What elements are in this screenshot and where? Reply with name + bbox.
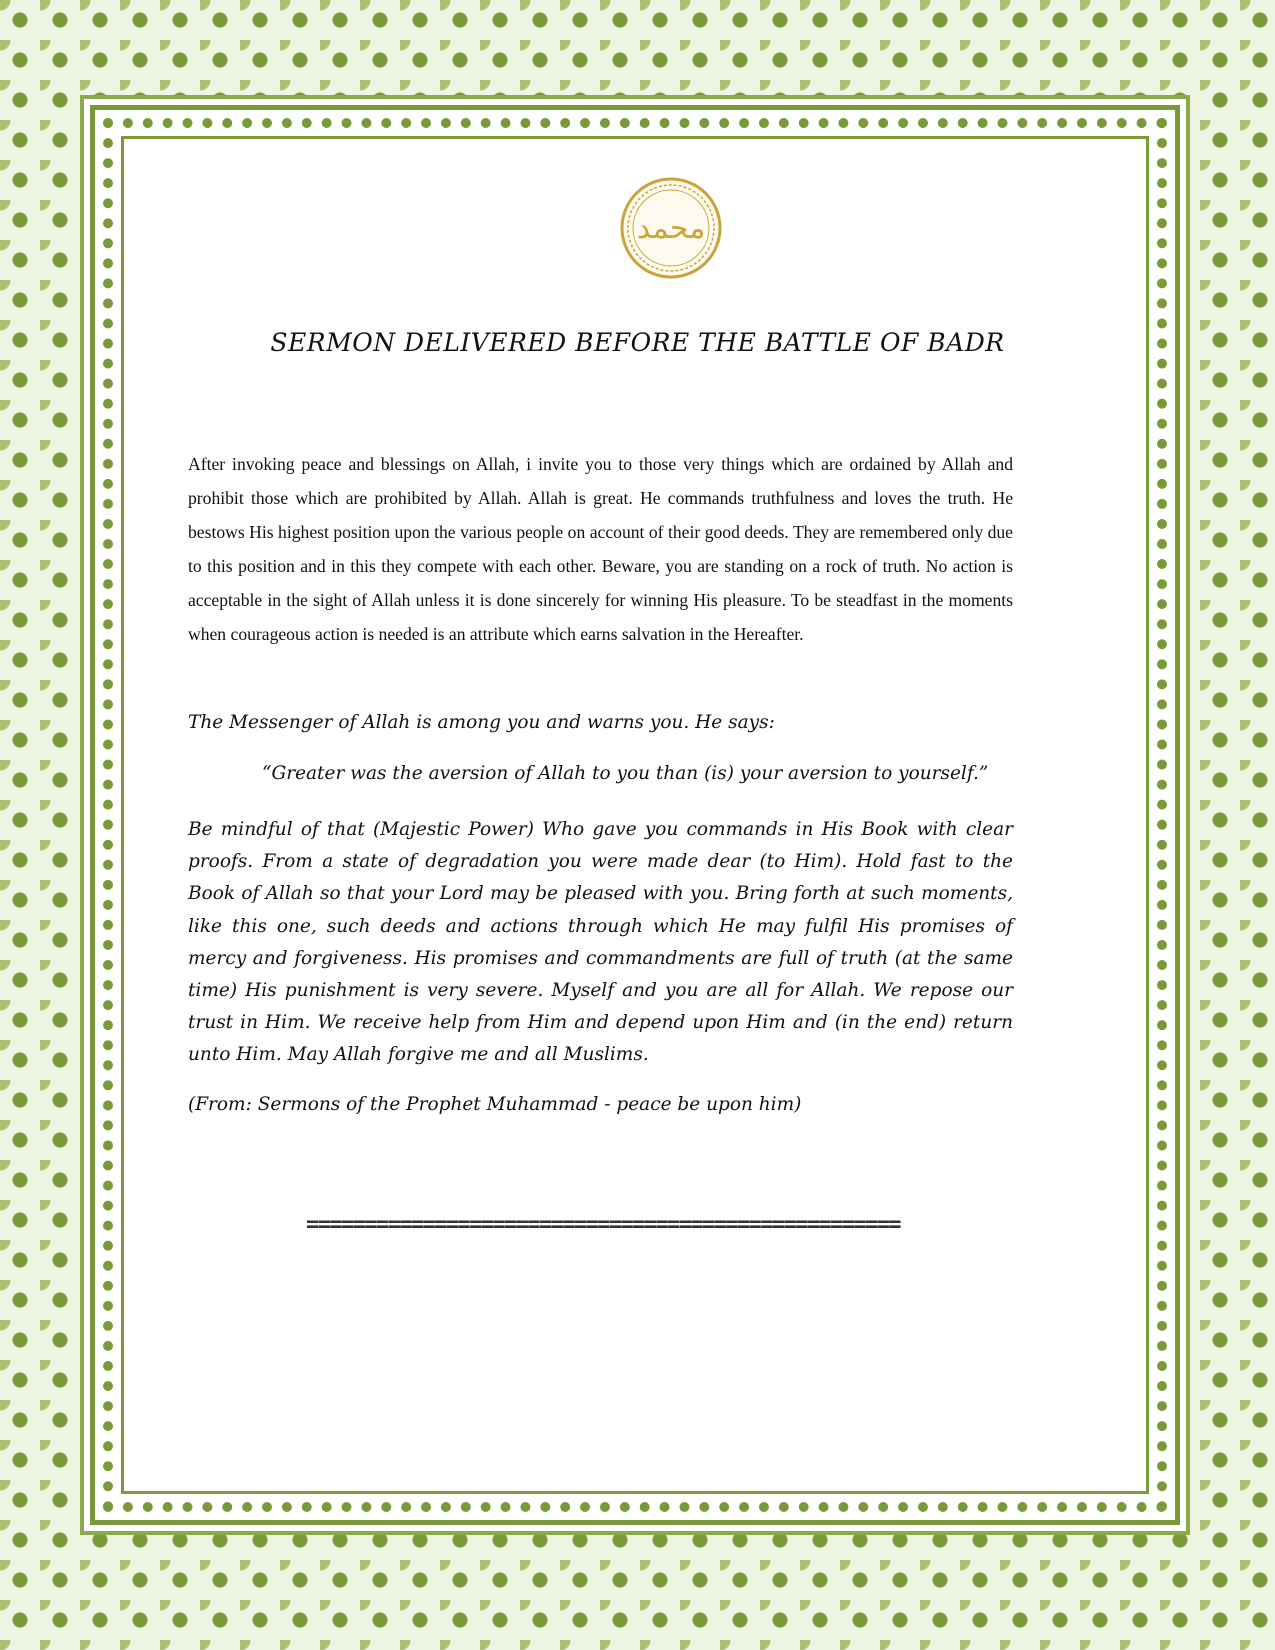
body-paragraph-1: After invoking peace and blessings on Allah, i invite you to those very things which are ordained by Allah and prohibit those which are prohibited by Allah. Allah is great. He commands truthfulness and loves the truth. He bestows His highest position upon the various people on account of their good deeds. They are remembered only due to this position and in this they compete with each other. Beware, you are standing on a rock of truth. No action is acceptable in the sight of Allah unless it is done sincerely for winning His pleasure. To be steadfast in the moments when courageous action is needed is an attribute which earns salvation in the Hereafter.: [188, 454, 1013, 644]
source-citation: (From: Sermons of the Prophet Muhammad - peace be upon him): [188, 1094, 802, 1115]
muhammad-seal-icon: [619, 176, 723, 280]
body-paragraph-2: Be mindful of that (Majestic Power) Who gave you commands in His Book with clear proofs. From a state of degradation you were made dear (to Him). Hold fast to the Book of Allah so that your Lord may be pleased with you. Bring forth at such moments, like this one, such deeds and actions through which He may fulfil His promises of mercy and forgiveness. His promises and commandments are full of truth (at the same time) His punishment is very severe. Myself and you are all for Allah. We repose our trust in Him. We receive help from Him and depend upon Him and (in the end) return unto Him. May Allah forgive me and all Muslims.: [188, 819, 1013, 1066]
quote: “Greater was the aversion of Allah to you than (is) your aversion to yourself.”: [262, 763, 989, 784]
separator-line: ===================================================: [306, 1212, 900, 1237]
intro-line: The Messenger of Allah is among you and warns you. He says:: [188, 712, 775, 733]
page-title: SERMON DELIVERED BEFORE THE BATTLE OF BADR: [270, 328, 1005, 357]
seal-calligraphy: محمد: [636, 211, 706, 246]
